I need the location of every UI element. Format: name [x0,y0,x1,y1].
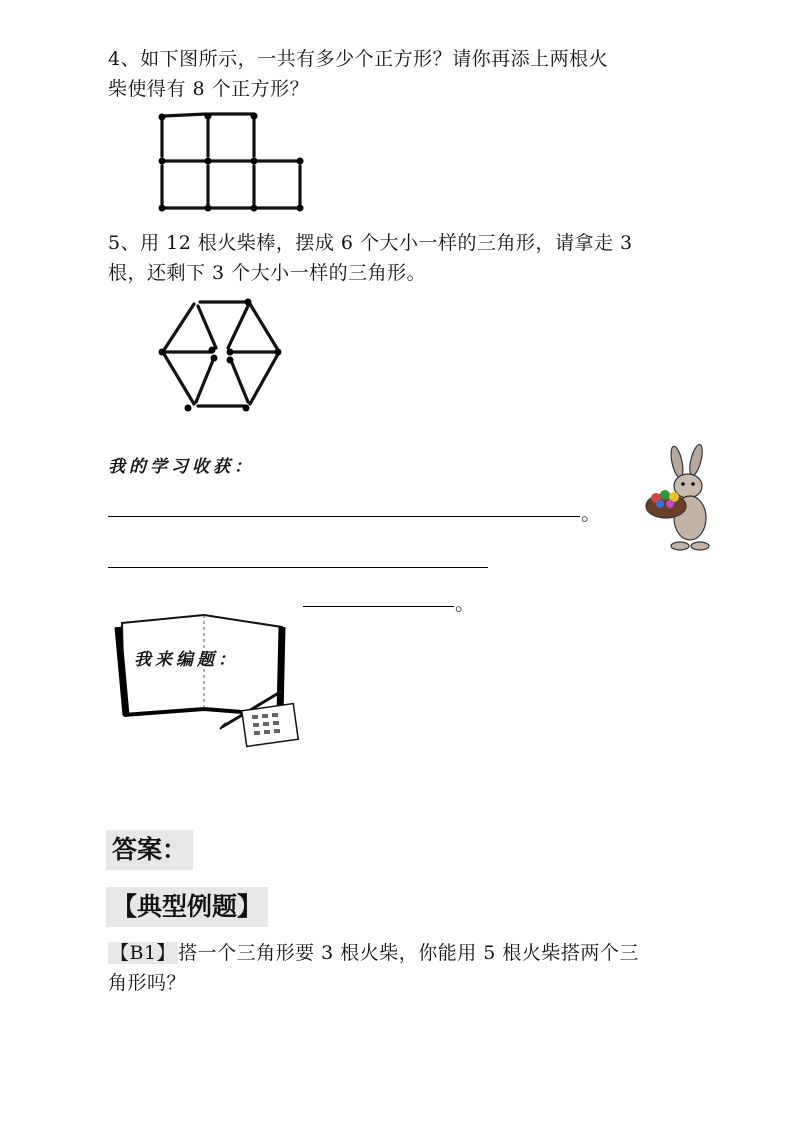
answer-line-1[interactable] [108,516,580,517]
answers-heading: 答案： [106,830,193,870]
question-5-line-1: 5、用 12 根火柴棒，摆成 6 个大小一样的三角形，请拿走 3 [108,232,633,254]
question-4-line-2: 柴使得有 8 个正方形？ [108,78,310,100]
matchstick-hexagon-figure [150,292,295,420]
make-up-problem-title: 我来编题： [134,650,239,670]
example-b1 [108,938,748,998]
question-5-line-2: 根，还剩下 3 个大小一样的三角形。 [108,262,427,284]
answer-line-3-end: 。 [455,591,475,615]
example-b1-tag: 【B1】 [110,942,177,964]
example-b1-text: 搭一个三角形要 3 根火柴，你能用 5 根火柴搭两个三 [178,942,639,964]
question-5 [108,228,748,288]
answer-line-2[interactable] [108,567,488,568]
example-b1-line-2: 角形吗？ [108,972,187,994]
notebook-illustration [112,605,312,750]
bunny-with-eggs-illustration [640,442,720,554]
question-4 [108,44,748,104]
question-4-line-1: 4、如下图所示，一共有多少个正方形？请你再添上两根火 [108,48,609,70]
answer-line-3[interactable] [303,606,454,607]
learning-gains-title: 我的学习收获： [108,457,255,477]
example-b1-line-1 [108,938,748,968]
typical-examples-heading: 【典型例题】 [106,887,268,927]
answer-line-1-end: 。 [581,501,601,525]
matchstick-squares-figure [150,108,315,216]
